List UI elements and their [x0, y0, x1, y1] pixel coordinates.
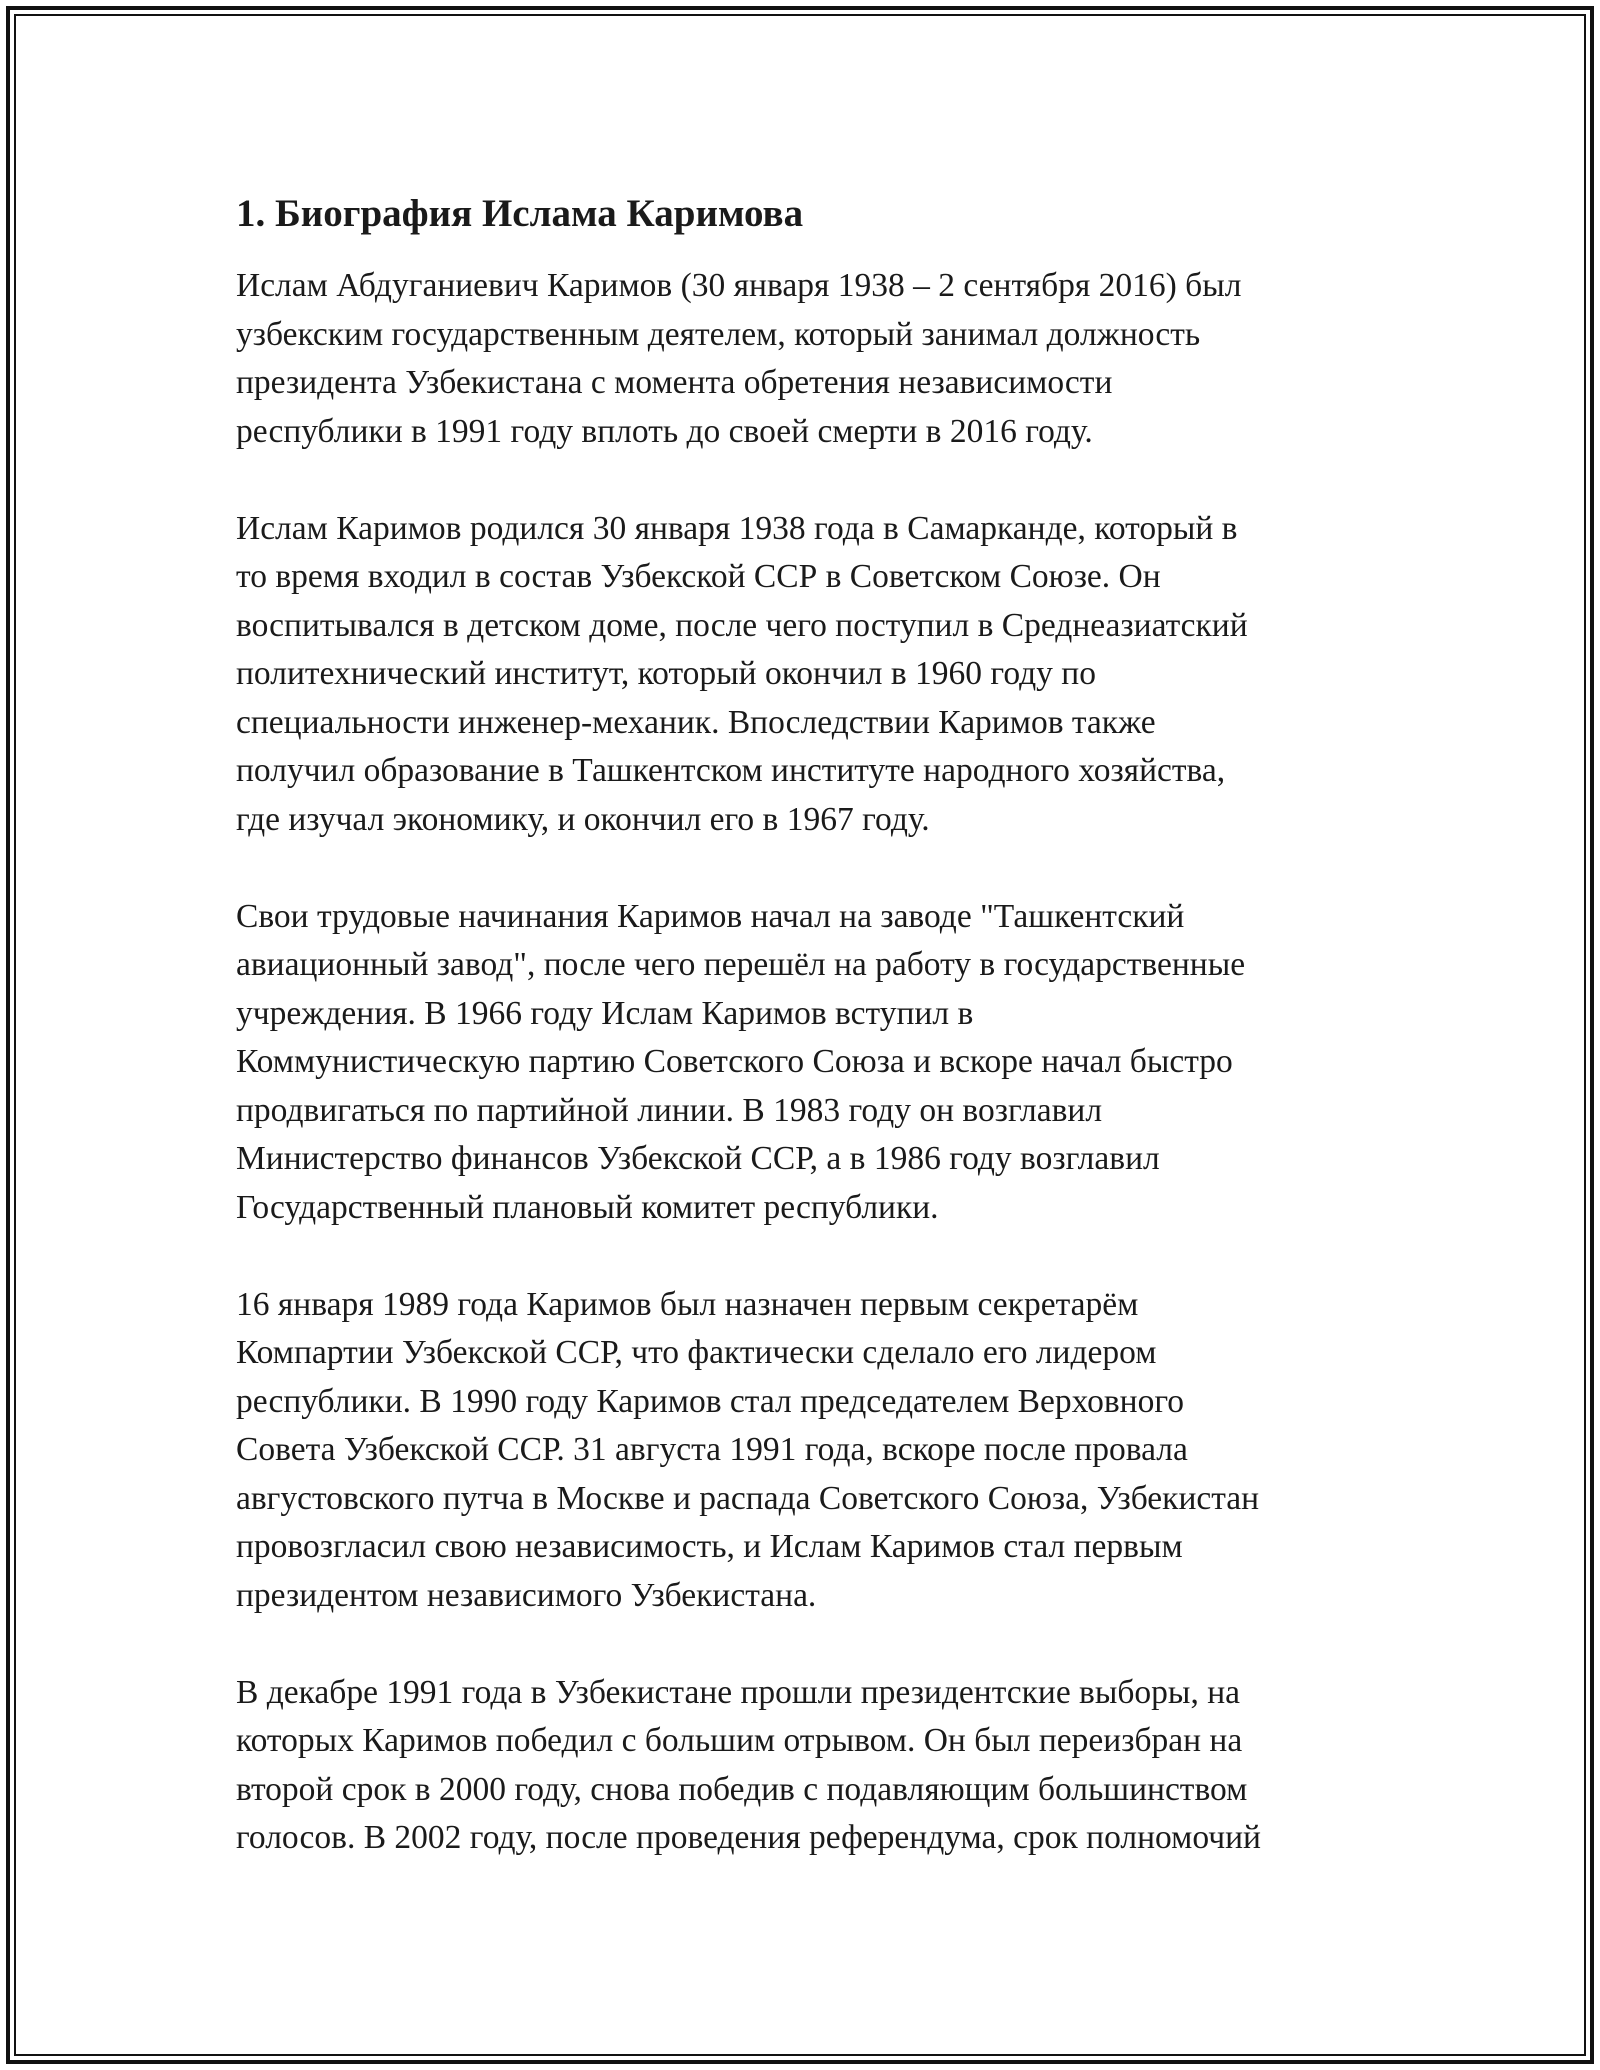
text-line: президента Узбекистана с момента обретения независимости [236, 364, 1113, 401]
text-line: узбекским государственным деятелем, который занимал должность [236, 315, 1201, 353]
paragraph-1 [236, 262, 1372, 456]
text-line: голосов. В 2002 году, после проведения референдума, срок полномочий [236, 1819, 1261, 1856]
text-line: Ислам Каримов родился 30 января 1938 года в Самарканде, который в [236, 509, 1238, 547]
text-line: Совета Узбекской ССР. 31 августа 1991 года, вскоре после провала [236, 1431, 1188, 1468]
text-line: Ислам Абдуганиевич Каримов (30 января 1938 – 2 сентября 2016) был [236, 267, 1242, 304]
text-line: Министерство финансов Узбекской ССР, а в 1986 году возглавил [236, 1140, 1160, 1177]
text-line: где изучал экономику, и окончил его в 1967 году. [236, 800, 930, 838]
paragraph-5 [236, 1669, 1372, 1863]
text-line: воспитывался в детском доме, после чего поступил в Среднеазиатский [236, 606, 1248, 644]
paragraph-4 [236, 1281, 1372, 1621]
document-body [236, 186, 1372, 1911]
text-line: политехнический институт, который окончил в 1960 году по [236, 655, 1096, 692]
text-line: республики в 1991 году вплоть до своей смерти в 2016 году. [236, 412, 1093, 450]
text-line: второй срок в 2000 году, снова победив с подавляющим большинством [236, 1770, 1248, 1808]
paragraph-3 [236, 893, 1372, 1233]
text-line: Свои трудовые начинания Каримов начал на заводе "Ташкентский [236, 897, 1185, 935]
text-line: В декабре 1991 года в Узбекистане прошли президентские выборы, на [236, 1673, 1240, 1711]
text-line: получил образование в Ташкентском институте народного хозяйства, [236, 752, 1226, 789]
text-line: августовского путча в Москве и распада Советского Союза, Узбекистан [236, 1479, 1260, 1517]
text-line: которых Каримов победил с большим отрывом. Он был переизбран на [236, 1722, 1243, 1759]
text-line: Государственный плановый комитет республики. [236, 1188, 939, 1226]
text-line: Коммунистическую партию Советского Союза и вскоре начал быстро [236, 1043, 1233, 1080]
text-line: президентом независимого Узбекистана. [236, 1576, 817, 1614]
text-line: провозгласил свою независимость, и Ислам Каримов стал первым [236, 1528, 1183, 1565]
text-line: то время входил в состав Узбекской ССР в Советском Союзе. Он [236, 558, 1161, 595]
text-line: продвигаться по партийной линии. В 1983 году он возглавил [236, 1091, 1103, 1129]
section-heading: 1. Биография Ислама Каримова [236, 192, 804, 235]
text-line: учреждения. В 1966 году Ислам Каримов вступил в [236, 994, 974, 1032]
text-line: республики. В 1990 году Каримов стал председателем Верховного [236, 1382, 1184, 1420]
text-line: Компартии Узбекской ССР, что фактически сделало его лидером [236, 1334, 1157, 1371]
text-line: специальности инженер-механик. Впоследствии Каримов также [236, 703, 1156, 741]
text-line: 16 января 1989 года Каримов был назначен первым секретарём [236, 1285, 1139, 1323]
text-line: авиационный завод", после чего перешёл на работу в государственные [236, 946, 1246, 983]
paragraph-2 [236, 505, 1372, 845]
